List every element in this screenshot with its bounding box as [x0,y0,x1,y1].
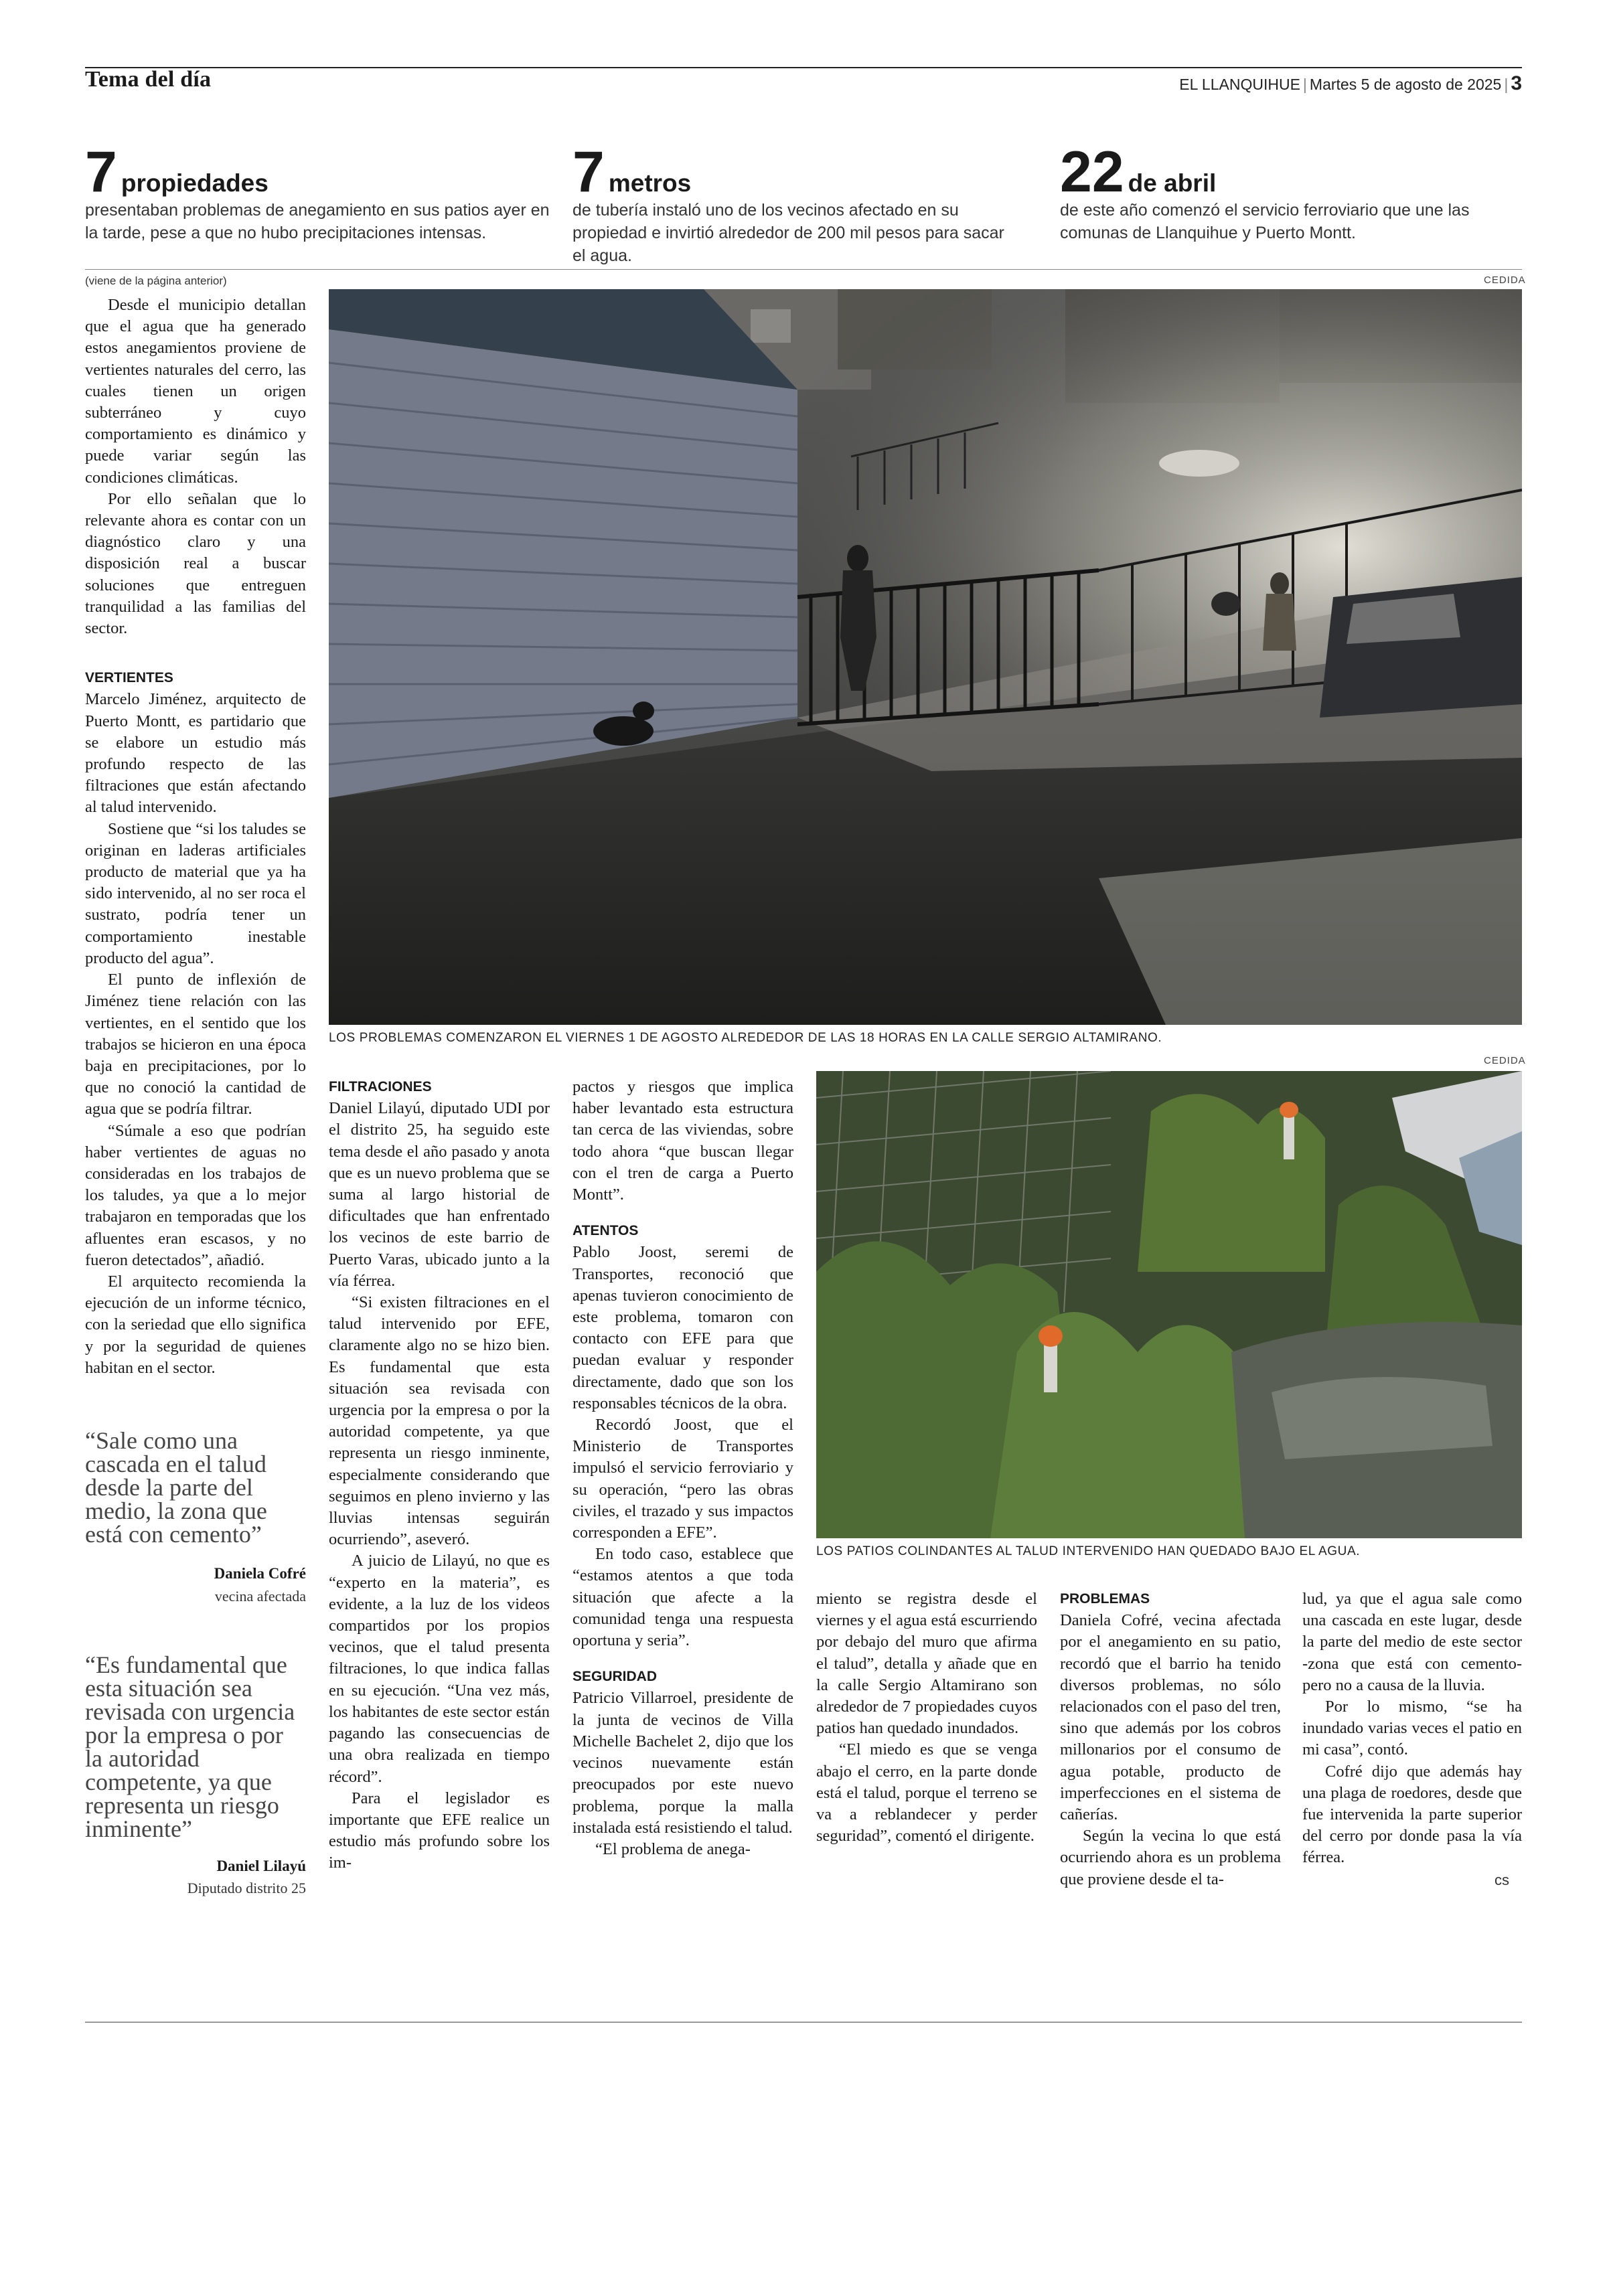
continued-note: (viene de la página anterior) [85,274,227,287]
stats-rule [85,269,1522,270]
stat-number: 7 [572,140,605,204]
pull-quote-cofre: “Sale como una cascada en el talud desde la parte del medio, la zona que está con cemento” [85,1427,267,1548]
quote-author: Daniel Lilayú [216,1858,306,1874]
photo-credit: CEDIDA [1484,274,1526,286]
subheading: FILTRACIONES [329,1079,432,1094]
article-column-3 [572,1076,793,1860]
paragraph: Pablo Joost, seremi de Transportes, reconoció que apenas tuvieron conocimiento de este problema, tomaron con contacto con EFE para que puedan evaluar y responder directamente, dado que son los responsables técnicos de la obra. [572,1243,793,1412]
main-photo-caption: LOS PROBLEMAS COMENZARON EL VIERNES 1 DE AGOSTO ALREDEDOR DE LAS 18 HORAS EN LA CALLE SERGIO ALTAMIRANO. [329,1031,1162,1045]
second-photo-caption: LOS PATIOS COLINDANTES AL TALUD INTERVENIDO HAN QUEDADO BAJO EL AGUA. [816,1544,1361,1558]
stat-unit: propiedades [121,169,269,197]
paragraph: El punto de inflexión de Jiménez tiene relación con las vertientes, en el sentido que los trabajos se hicieron en una época baja en precipitaciones, por lo que no conoció la cantidad de agua que se podría filtrar. [85,971,306,1119]
stat-text: de este año comenzó el servicio ferroviario que une las comunas de Llanquihue y Puerto Montt. [1060,201,1470,242]
photo-credit: CEDIDA [1484,1055,1526,1066]
pull-quote-lilayu: “Es fundamental que esta situación sea revisada con urgencia por la empresa o por la autoridad competente, ya que representa un riesgo inminente” [85,1651,295,1842]
paragraph: Marcelo Jiménez, arquitecto de Puerto Montt, es partidario que se elabore un estudio más profundo respecto de las filtraciones que están afectando al talud intervenido. [85,690,306,817]
page-number: 3 [1511,72,1522,94]
end-mark-icon: cs [1495,1872,1509,1888]
paragraph: Para el legislador es importante que EFE realice un estudio más profundo sobre los im- [329,1789,550,1872]
paragraph: miento se registra desde el viernes y el agua está escurriendo por debajo del muro que afirma el talud”, detalla y añade que en la calle Sergio Altamirano son alrededor de 7 propiedades cuyos patios han quedado inundados. [816,1590,1037,1738]
stat-text: presentaban problemas de anegamiento en sus patios ayer en la tarde, pese a que no hubo precipitaciones intensas. [85,201,550,242]
article-column-5 [1060,1588,1281,1890]
article-column-2 [329,1076,550,1874]
paragraph: Sostiene que “si los taludes se originan en laderas artificiales producto de material que ya ha sido intervenido, al no ser roca el sustrato, podría tener un comportamiento inestable producto del agua”. [85,819,306,967]
stat-unit: de abril [1128,169,1217,197]
paragraph: “Si existen filtraciones en el talud intervenido por EFE, claramente algo no se hizo bien. Es fundamental que esta situación sea revisada con urgencia por la empresa o por la autoridad competente, ya que representa un riesgo inminente, especialmente considerando que seguimos en pleno invierno y las lluvias intensas seguirán ocurriendo”, aseveró. [329,1293,550,1549]
paragraph: Según la vecina lo que está ocurriendo ahora es un problema que proviene desde el ta- [1060,1827,1281,1888]
second-photo-flooded-patio [816,1071,1522,1538]
paragraph: “El miedo es que se venga abajo el cerro, en la parte donde está el talud, porque el terreno se va a reblandecer y perder seguridad”, comentó el dirigente. [816,1740,1037,1846]
quote-author: Daniela Cofré [214,1565,306,1582]
paragraph: Patricio Villarroel, presidente de la junta de vecinos de Villa Michelle Bachelet 2, dijo que los vecinos nuevamente están preocupados por este nuevo problema, porque la malla instalada está resistiendo el talud. [572,1689,793,1837]
paragraph: A juicio de Lilayú, no que es “experto en la materia”, es evidente, a la luz de los videos compartidos por los propios vecinos, que el talud presenta filtraciones, lo que indica fallas en su ejecución. “Una vez más, los habitantes de este sector están pagando las consecuencias de una obra realizada en tiempo récord”. [329,1552,550,1786]
paragraph: El arquitecto recomienda la ejecución de un informe técnico, con la seriedad que ello significa y por la seguridad de quienes habitan en el sector. [85,1272,306,1377]
article-column-4 [816,1588,1037,1847]
paragraph: Por ello señalan que lo relevante ahora es contar con un diagnóstico claro y una disposición real a buscar soluciones que entreguen tranquilidad a las familias del sector. [85,489,306,638]
header-rule [85,67,1522,68]
paragraph: Desde el municipio detallan que el agua que ha generado estos anegamientos proviene de vertientes naturales del cerro, las cuales tienen un origen subterráneo y cuyo comportamiento es dinámico y puede variar según las condiciones climáticas. [85,296,306,487]
subheading: ATENTOS [572,1223,639,1239]
stat-unit: metros [608,169,692,197]
quote-role: vecina afectada [214,1588,306,1605]
quote-role: Diputado distrito 25 [187,1880,306,1896]
paragraph: Daniela Cofré, vecina afectada por el anegamiento en su patio, recordó que el barrio ha tenido diversos problemas, no sólo relacionados con el paso del tren, sino que además por los cobros millonarios por el consumo de agua potable, producto de imperfecciones en el sistema de cañerías. [1060,1611,1281,1824]
article-column-1 [85,295,306,1379]
paragraph: Recordó Joost, que el Ministerio de Transportes impulsó el servicio ferroviario y su operación, “pero las obras civiles, el trazado y sus impactos corresponden a EFE”. [572,1416,793,1542]
paragraph: Cofré dijo que además hay una plaga de roedores, desde que fue intervenida la parte superior del cerro por donde pasa la vía férrea. [1302,1762,1522,1867]
stat-properties [85,140,554,244]
footer-rule [85,2022,1522,2023]
paragraph: En todo caso, establece que “estamos atentos a que toda situación que afecte a la comunidad tenga una respuesta oportuna y seria”. [572,1545,793,1650]
subheading: SEGURIDAD [572,1669,658,1685]
article-column-6 [1302,1588,1522,1869]
section-title: Tema del día [85,67,212,92]
stat-text: de tubería instaló uno de los vecinos afectado en su propiedad e invirtió alrededor de 200 mil pesos para sacar el agua. [572,201,1004,265]
stat-april [1060,140,1522,244]
main-photo-flooded-street [329,289,1522,1025]
newspaper-name: EL LLANQUIHUE [1179,76,1300,93]
issue-date: Martes 5 de agosto de 2025 [1309,76,1502,93]
stat-number: 7 [85,140,117,204]
masthead: EL LLANQUIHUE | Martes 5 de agosto de 2025 | 3 [1179,72,1522,94]
subheading: VERTIENTES [85,670,173,686]
paragraph: Daniel Lilayú, diputado UDI por el distrito 25, ha seguido este tema desde el año pasado y anota que es un nuevo problema que se suma al largo historial de dificultades que han enfrentado los vecinos de este barrio de Puerto Varas, ubicado junto a la vía férrea. [329,1099,550,1290]
paragraph: “Súmale a eso que podrían haber vertientes de aguas no consideradas en los trabajos de los taludes, ya que a lo mejor trabajaron en temporadas que los afluentes eran escasos, y no fueron detectados”, añadió. [85,1121,306,1269]
stat-number: 22 [1060,140,1124,204]
paragraph: “El problema de anega- [595,1839,751,1858]
stat-meters [572,140,1014,267]
paragraph: pactos y riesgos que implica haber levantado esta estructura tan cerca de las viviendas, sobre todo ahora “que buscan llegar con el tren de carga a Puerto Montt”. [572,1078,793,1204]
subheading: PROBLEMAS [1060,1591,1150,1607]
paragraph: Por lo mismo, “se ha inundado varias veces el patio en mi casa”, contó. [1302,1698,1522,1759]
paragraph: lud, ya que el agua sale como una cascada en este lugar, desde la parte del medio de este sector -zona que está con cemento- pero no a causa de la lluvia. [1302,1590,1522,1694]
